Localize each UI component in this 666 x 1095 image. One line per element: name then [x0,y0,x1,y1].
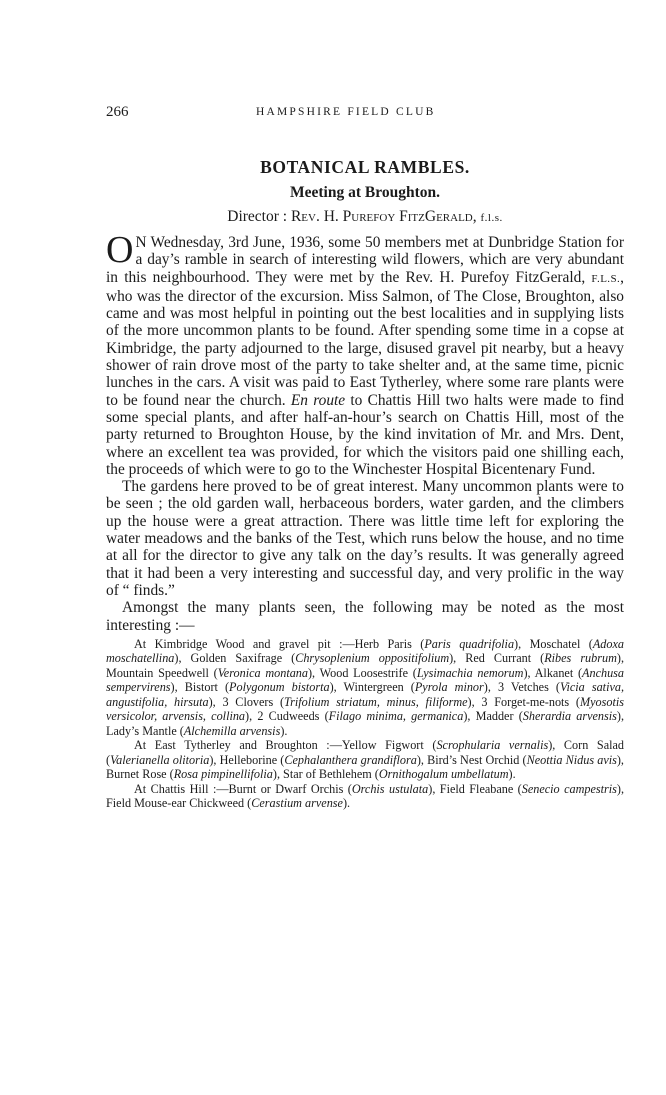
director-name: Rev. H. Purefoy FitzGerald, [290,208,481,225]
paragraph-1-part-a: N Wednesday, 3rd June, 1936, some 50 members met at Dunbridge Station for a day’s ramble in search of interesting wild flowers, which are very abundant in this neighbourhood. They were met by the Rev. H. Purefoy FitzGerald, [106,234,624,286]
latin-name: Vicia sativa, angustifolia, hirsuta [106,680,625,709]
latin-name: Sherardia arvensis [522,709,617,724]
latin-name: Orchis ustulata [351,781,429,796]
list-text: At Kimbridge Wood and gravel pit :—Herb Paris ( [134,636,425,651]
page [106,104,624,811]
latin-name: Alchemilla arvensis [183,723,281,738]
article-body [106,229,624,634]
list-text: ), 2 Cudweeds ( [245,709,329,724]
list-text: ), Field Fleabane ( [428,781,522,796]
director-post-nominals: f.l.s. [480,212,503,224]
latin-name: Pyrola minor [414,680,484,695]
list-text: ), Wood Loosestrife ( [308,665,417,680]
page-number: 266 [106,104,129,120]
list-text: ). [508,767,516,782]
list-text: ), Field Mouse-ear Chickweed ( [106,781,624,811]
paragraph-1 [106,229,624,478]
list-text: ), Bird’s Nest Orchid ( [416,752,527,767]
paragraph-1-part-b: , who was the director of the excursion. Miss Salmon, of The Close, Broughton, also came and was most helpful in pointing out the best localities and in supplying lists of the more uncommon plants to be found. After spending some time in a copse at Kimbridge, the party adjourned to the large, disused gravel pit nearby, but a heavy shower of rain drove most of the party to take shelter and, at the same time, picnic lunches in the cars. A visit was paid to East Tytherley, where some rare plants were to be found near the church. [106,268,624,409]
list-text: ), Mountain Speedwell ( [106,651,624,680]
list-text: At Chattis Hill :—Burnt or Dwarf Orchis ( [134,781,352,796]
latin-name: Lysimachia nemorum [416,665,524,680]
latin-name: Neottia Nidus avis [526,752,617,767]
list-text: ), Wintergreen ( [329,680,415,695]
drop-cap: O [106,229,134,271]
latin-name: Cerastium arvense [251,796,343,811]
list-text: ), Madder ( [463,709,523,724]
latin-name: Valerianella olitoria [110,752,210,767]
list-text: ), Corn Salad ( [106,738,625,767]
running-head [106,104,624,126]
list-text: ), Red Currant ( [449,651,545,666]
paragraph-2: The gardens here proved to be of great interest. Many uncommon plants were to be seen ; the old garden wall, herbaceous borders, water garden, and the climbers up the house were a great attraction. There was little time left for exploring the water meadows and the banks of the Test, which runs below the house, and no time at all for the director to give any talk on the day’s results. It was generally agreed that it had been a very interesting and successful day, and very prolific in the way of “ finds.” [106,478,624,599]
paragraph-1-part-c: to Chattis Hill two halts were made to find some special plants, and after half-an-hour’s search on Chattis Hill, most of the party returned to Broughton House, by the kind invitation of Mr. and Mrs. Dent, where an excellent tea was provided, for which the visitors paid one shilling each, the proceeds of which were to go to the Winchester Hospital Bicentenary Fund. [106,391,624,478]
list-text: ), Helleborine ( [209,752,285,767]
list-text: ), Bistort ( [170,680,230,695]
italic-phrase: En route [290,391,346,409]
plant-lists [106,637,624,811]
director-label: Director : [227,208,291,225]
latin-name: Senecio campestris [521,781,617,796]
latin-name: Ribes rubrum [544,651,617,666]
latin-name: Myosotis versicolor, arvensis, collina [106,694,624,724]
latin-name: Rosa pimpinellifolia [173,767,273,782]
list-text: ), Lady’s Mantle ( [106,709,625,738]
latin-name: Paris quadrifolia [424,636,515,651]
director-line [106,208,624,226]
article-title: BOTANICAL RAMBLES. [260,157,470,177]
list-text: ), Burnet Rose ( [106,752,624,782]
latin-name: Polygonum bistorta [229,680,330,695]
plant-list-chattis-hill [106,782,624,811]
latin-name: Ornithogalum umbellatum [378,767,509,782]
list-text: ), 3 Vetches ( [483,680,560,695]
list-text: ), Golden Saxifrage ( [174,651,296,666]
list-text: ), 3 Forget-me-nots ( [467,694,580,709]
list-text: ), 3 Clovers ( [208,694,285,709]
latin-name: Adoxa moschatellina [106,636,624,666]
latin-name: Chrysoplenium oppositifolium [295,651,450,666]
latin-name: Anchusa sempervirens [106,665,625,695]
latin-name: Scrophularia vernalis [436,738,549,753]
list-text: ), Star of Bethlehem ( [272,767,379,782]
latin-name: Filago minima, germanica [328,709,464,724]
list-text: ), Moschatel ( [514,636,593,651]
plant-list-east-tytherley [106,738,624,782]
latin-name: Cephalanthera grandiflora [284,752,417,767]
list-text: ), Alkanet ( [523,665,583,680]
post-nominals: F.L.S. [591,272,621,285]
plant-list-kimbridge [106,637,624,739]
latin-name: Veronica montana [217,665,308,680]
article-subtitle: Meeting at Broughton. [290,184,440,201]
list-text: ). [280,723,288,738]
latin-name: Trifolium striatum, minus, filiforme [284,694,468,709]
list-text: At East Tytherley and Broughton :—Yellow Figwort ( [134,738,437,753]
list-text: ). [342,796,351,811]
journal-title: HAMPSHIRE FIELD CLUB [256,106,436,118]
paragraph-3: Amongst the many plants seen, the following may be noted as the most interesting :— [106,599,624,634]
